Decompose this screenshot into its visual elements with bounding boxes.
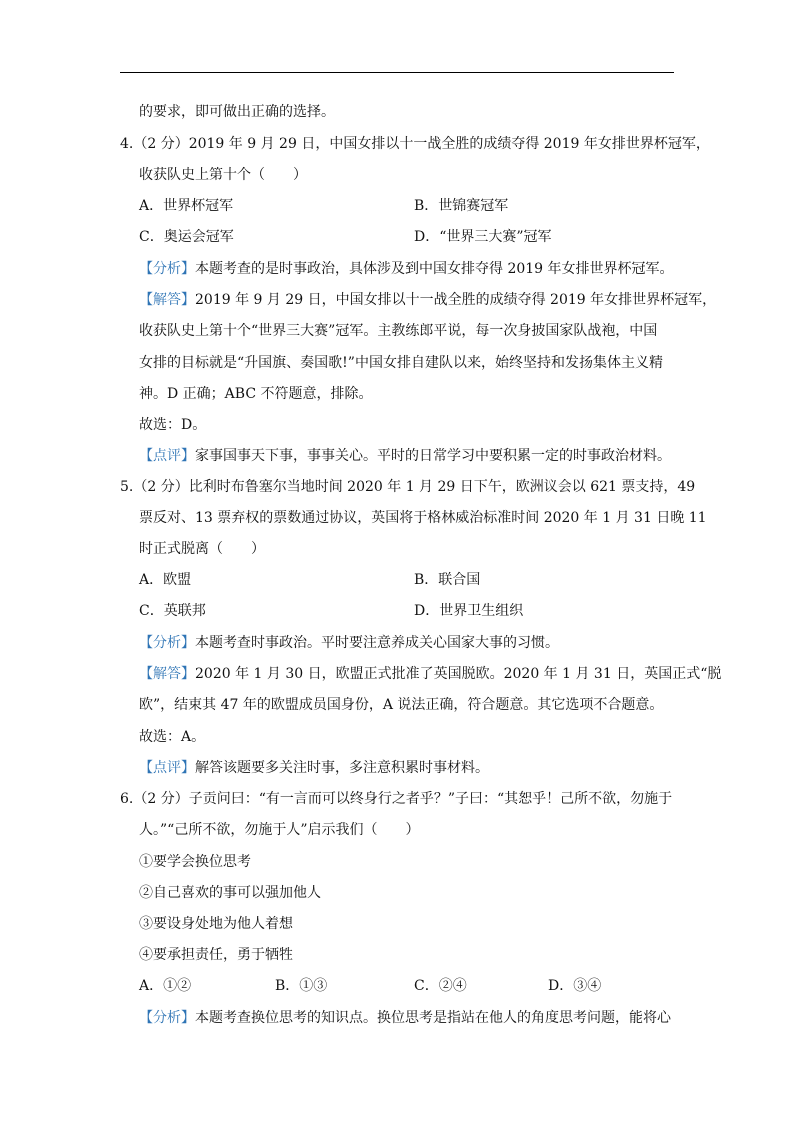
q6-analysis [139,1009,671,1027]
q6-stem-line2: 人。”“己所不欲，勿施于人”启示我们（ ） [139,822,420,838]
q6-option-a: A．①② [139,978,192,994]
q5-answer [139,665,721,683]
header-rule [120,72,674,73]
answer-tag: 【解答】 [139,666,195,682]
q5-stem-line3: 时正式脱离（ ） [139,541,265,557]
comment-tag: 【点评】 [139,448,195,464]
q6-stem-line1: 6.（2 分）子贡问曰：“有一言而可以终身行之者乎？”子曰：“其恕乎！己所不欲，勿施于 [120,791,673,807]
q6-analysis-text: 本题考查换位思考的知识点。换位思考是指站在他人的角度思考问题，能将心 [195,1010,671,1026]
q5-choice: 故选：A。 [139,729,206,745]
q4-option-b: B．世锦赛冠军 [414,198,509,214]
q5-option-b: B．联合国 [414,572,481,588]
q4-stem-line2: 收获队史上第十个（ ） [139,167,307,183]
q5-stem-line2: 票反对、13 票弃权的票数通过协议，英国将于格林威治标准时间 2020 年 1 月 31 日晚 11 [139,510,707,526]
q4-answer-line2: 收获队史上第十个“世界三大赛”冠军。主教练郎平说，每一次身披国家队战袍，中国 [139,323,658,339]
q4-answer-line1: 2019 年 9 月 29 日，中国女排以十一战全胜的成绩夺得 2019 年女排世界杯冠军， [195,292,717,308]
q5-comment-text: 解答该题要多关注时事，多注意积累时事材料。 [195,760,489,776]
q4-answer-line3: 女排的目标就是“升国旗、奏国歌!”中国女排自建队以来，始终坚持和发扬集体主义精 [139,355,663,371]
q6-option-c: C．②④ [414,978,467,994]
q5-option-a: A．欧盟 [139,572,192,588]
q5-option-d: D．世界卫生组织 [414,603,524,619]
q4-stem-line1: 4.（2 分）2019 年 9 月 29 日，中国女排以十一战全胜的成绩夺得 2019 年女排世界杯冠军， [120,136,710,152]
q4-comment-text: 家事国事天下事，事事关心。平时的日常学习中要积累一定的时事政治材料。 [195,448,671,464]
q4-option-d: D．“世界三大赛”冠军 [414,229,552,245]
q6-option-b: B．①③ [275,978,328,994]
q5-comment [139,759,489,777]
q6-statement-1: ①要学会换位思考 [139,854,251,870]
q6-statement-3: ③要设身处地为他人着想 [139,916,293,932]
q5-answer-line2: 欧”，结束其 47 年的欧盟成员国身份，A 说法正确，符合题意。其它选项不合题意。 [139,697,664,713]
comment-tag: 【点评】 [139,760,195,776]
q6-statement-2: ②自己喜欢的事可以强加他人 [139,885,321,901]
answer-tag: 【解答】 [139,292,195,308]
analysis-tag: 【分析】 [139,635,195,651]
q6-statement-4: ④要承担责任，勇于牺牲 [139,947,293,963]
q4-option-a: A．世界杯冠军 [139,198,234,214]
q5-option-c: C．英联邦 [139,603,206,619]
intro-line: 的要求，即可做出正确的选择。 [139,104,335,120]
analysis-tag: 【分析】 [139,261,195,277]
q4-analysis [139,260,674,278]
q4-answer [139,291,716,309]
q4-answer-line4: 神。D 正确；ABC 不符题意，排除。 [139,386,373,402]
q4-comment [139,447,671,465]
q4-analysis-text: 本题考查的是时事政治，具体涉及到中国女排夺得 2019 年女排世界杯冠军。 [195,261,674,277]
q5-analysis [139,634,559,652]
q6-option-d: D．③④ [548,978,602,994]
q5-analysis-text: 本题考查时事政治。平时要注意养成关心国家大事的习惯。 [195,635,559,651]
q5-stem-line1: 5.（2 分）比利时布鲁塞尔当地时间 2020 年 1 月 29 日下午，欧洲议会以 621 票支持，49 [120,479,696,495]
analysis-tag: 【分析】 [139,1010,195,1026]
q4-option-c: C．奥运会冠军 [139,229,234,245]
q4-choice: 故选：D。 [139,417,207,433]
q5-answer-line1: 2020 年 1 月 30 日，欧盟正式批准了英国脱欧。2020 年 1 月 31 日，英国正式“脱 [195,666,722,682]
